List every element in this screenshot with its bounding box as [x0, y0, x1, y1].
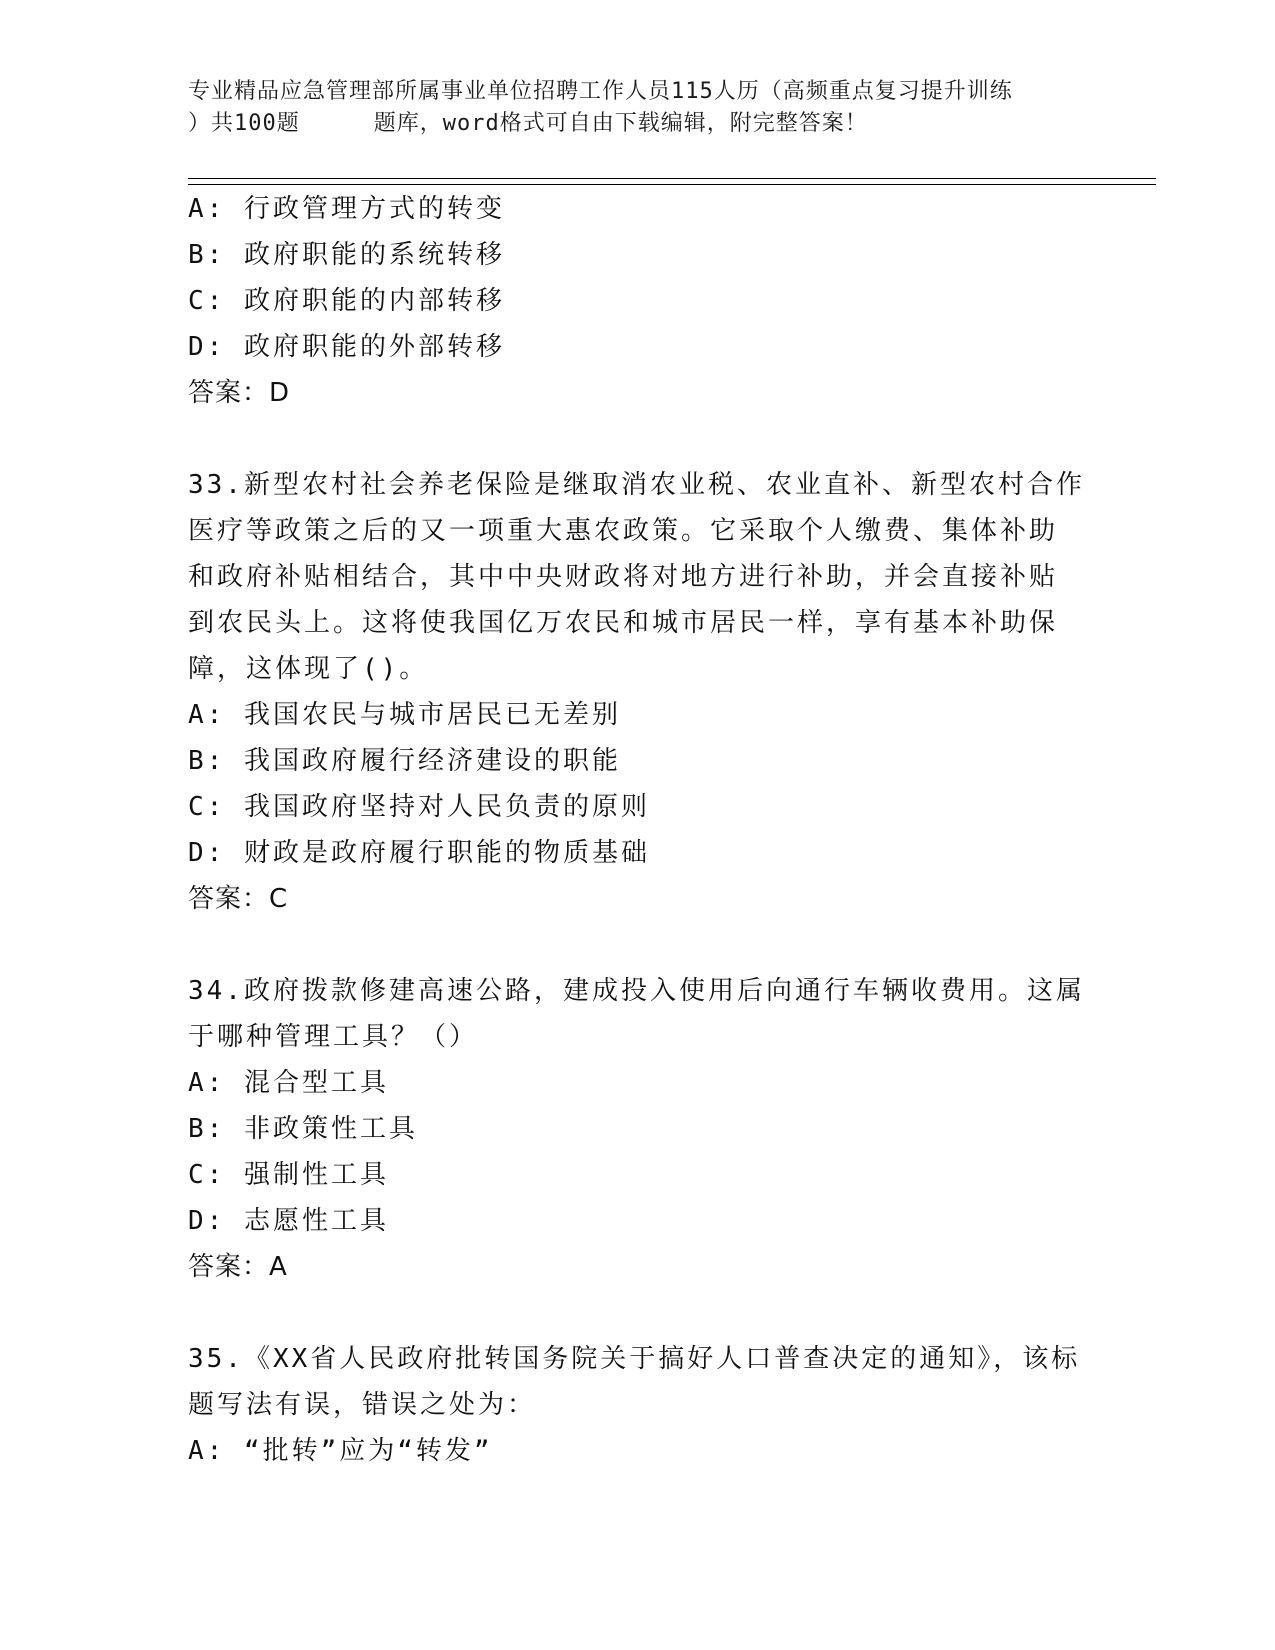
- question-text-line: 35.《XX省人民政府批转国务院关于搞好人口普查决定的通知》，该标: [188, 1344, 1081, 1374]
- option-b: B: 非政策性工具: [188, 1114, 418, 1144]
- spacer: [188, 1290, 1088, 1336]
- document-header: [188, 76, 1088, 140]
- spacer: [188, 416, 1088, 462]
- question-text-line: 34.政府拨款修建高速公路，建成投入使用后向通行车辆收费用。这属: [188, 976, 1085, 1006]
- header-line-1: 专业精品应急管理部所属事业单位招聘工作人员115人历（高频重点复习提升训练: [188, 79, 1013, 104]
- option-a: A: 我国农民与城市居民已无差别: [188, 700, 621, 730]
- question-text-line: 33.新型农村社会养老保险是继取消农业税、农业直补、新型农村合作: [188, 470, 1085, 500]
- question-text-line: 题写法有误，错误之处为：: [188, 1390, 537, 1420]
- question-content: [188, 186, 1088, 1474]
- question-35: [188, 1336, 1088, 1474]
- question-32: [188, 186, 1088, 416]
- header-divider-bottom: [188, 184, 1156, 185]
- spacer: [188, 922, 1088, 968]
- header-line-2: [188, 108, 1088, 140]
- option-c: C: 强制性工具: [188, 1160, 389, 1190]
- option-b: B: 我国政府履行经济建设的职能: [188, 746, 621, 776]
- question-text-line: 到农民头上。这将使我国亿万农民和城市居民一样，享有基本补助保: [188, 608, 1059, 638]
- question-text-line: 医疗等政策之后的又一项重大惠农政策。它采取个人缴费、集体补助: [188, 516, 1059, 546]
- option-c: C: 政府职能的内部转移: [188, 286, 505, 316]
- question-34: [188, 968, 1088, 1290]
- header-line-2-part-a: ）共100题: [188, 111, 300, 136]
- header-line-2-part-b: 题库，word格式可自由下载编辑，附完整答案！: [373, 111, 868, 136]
- question-text-line: 障，这体现了()。: [188, 654, 429, 684]
- answer-line: 答案：A: [188, 1252, 288, 1282]
- question-text-line: 于哪种管理工具？（）: [188, 1022, 479, 1052]
- option-a: A: 行政管理方式的转变: [188, 194, 505, 224]
- answer-line: 答案：C: [188, 884, 289, 914]
- question-text-line: 和政府补贴相结合，其中中央财政将对地方进行补助，并会直接补贴: [188, 562, 1059, 592]
- option-a: A: “批转”应为“转发”: [188, 1436, 493, 1466]
- header-divider-top: [188, 178, 1156, 179]
- answer-line: 答案：D: [188, 378, 291, 408]
- option-b: B: 政府职能的系统转移: [188, 240, 505, 270]
- question-33: [188, 462, 1088, 922]
- option-d: D: 政府职能的外部转移: [188, 332, 505, 362]
- option-d: D: 志愿性工具: [188, 1206, 389, 1236]
- option-a: A: 混合型工具: [188, 1068, 389, 1098]
- option-d: D: 财政是政府履行职能的物质基础: [188, 838, 650, 868]
- option-c: C: 我国政府坚持对人民负责的原则: [188, 792, 650, 822]
